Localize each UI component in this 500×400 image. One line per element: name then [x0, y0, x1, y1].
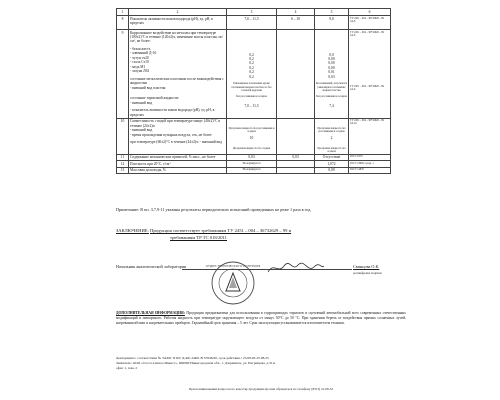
additional-info-title: ДОПОЛНИТЕЛЬНАЯ ИНФОРМАЦИЯ: — [116, 311, 185, 315]
limit-value: 0,2 — [249, 61, 254, 66]
row-number: 10 — [117, 118, 129, 154]
fluid-ph-result: 7,4 — [329, 103, 334, 108]
result-block — [315, 30, 349, 119]
method-ref: ТУ 2451 – 004 – 36732629 – 99 п.4.8 — [350, 16, 384, 23]
applicant-line-continued: офис 1, пом. 2 — [116, 365, 138, 370]
fluid-visual-requirement: Без расслаивания и осадков — [236, 94, 267, 98]
header-cell: 2 — [129, 9, 227, 16]
signature-block — [116, 260, 406, 308]
measured-value: 0,01 — [328, 70, 335, 75]
signer-name: Свинцова О.К. — [353, 264, 380, 269]
plate-state-label: состояние металлических пластинок после взаимодействия с жидкостью — [130, 76, 224, 86]
table-header-row — [117, 9, 391, 16]
indicator-name: Коррозионное воздействие на металлы при температуре (100±2)°С в течение (120±2)ч, изменение массы пластин, мг/см², не более: — [130, 30, 224, 44]
indicator-name: Совместимость с водой при температуре минус (40±2)°С в течение (24±2)ч: — [130, 119, 221, 128]
water-visual-requirement: Прозрачная жидкость без расслаивания и осадков — [228, 127, 275, 134]
hot-visual-label: при температуре (60±2)°С в течение (24±2)ч: - внешний вид — [130, 140, 222, 145]
table-row — [117, 30, 391, 119]
method-ref: ГОСТ 14870 — [350, 168, 364, 172]
requirement-cell: 0,03 — [227, 154, 277, 160]
measured-value: 0,0 — [329, 52, 334, 57]
header-cell: 3 — [227, 9, 277, 16]
requirement-block — [227, 118, 277, 154]
limit-value: 0,2 — [249, 65, 254, 70]
requirement-value: Не нормируется — [242, 168, 261, 172]
measured-value: 0,03 — [328, 74, 335, 79]
result-cell: 0,09 — [315, 167, 349, 173]
fluid-visual-result: Без расслаивания и осадков — [316, 94, 347, 98]
method-ref: ГОСТ 6370 — [350, 155, 363, 159]
measured-list — [316, 53, 347, 80]
conclusion-text: Продукция соответствует требованиям ТУ 2451 – 004 – 36732629 – 99 и — [150, 228, 292, 233]
plate-visual-result: Без изменений, допускается равномерное потемнение медных пластин — [316, 82, 347, 92]
water-visual-result: Прозрачная жидкость без расслаивания и осадков — [317, 127, 346, 134]
method-ref: ТУ 2451 – 004 – 36732629 – 99 п.4.9 — [350, 84, 384, 91]
method-cell — [349, 167, 391, 173]
indicator-name-block — [129, 30, 227, 119]
hot-visual-result: Прозрачная жидкость без осадков — [317, 146, 346, 154]
bubble-time-result: 2 — [330, 136, 333, 141]
signer-name-hint: расшифровка подписи — [353, 271, 382, 275]
metal-label: - сталь Ст10 — [130, 60, 149, 65]
stamp-text: ОТДЕЛ ТЕХНИЧЕСКОГО КОНТРОЛЯ — [205, 264, 261, 268]
row-number: 8 — [117, 16, 129, 30]
method-cell — [349, 118, 391, 154]
indicator-name: Плотность при 20°С, г/см³ — [129, 161, 227, 167]
requirement-cell — [227, 167, 277, 173]
signer-role: Начальник аналитической лаборатории — [116, 264, 187, 269]
method-ref: ГОСТ 18995.1 разд. 1 — [350, 161, 374, 165]
table-row — [117, 16, 391, 30]
header-cell: 5 — [315, 9, 349, 16]
indicator-name: Содержание механических примесей, % масс., не более — [129, 154, 227, 160]
method-ref: ТУ 2451 – 004 – 36732629 – 99 п.4.10 — [350, 119, 384, 126]
header-cell: 4 — [277, 9, 315, 16]
measured-value: 0,00 — [328, 56, 335, 61]
additional-info — [116, 311, 406, 326]
plate-visual-label: - внешний вид пластин — [130, 85, 166, 90]
table-row — [117, 118, 391, 154]
requirement-block — [227, 30, 277, 119]
limits-list — [228, 53, 275, 80]
norm-cell — [277, 30, 315, 119]
handwritten-signature — [266, 260, 326, 276]
measured-value: 0,00 — [328, 65, 335, 70]
row-number: 9 — [117, 30, 129, 119]
metal-label: - медь М1 — [130, 64, 146, 69]
table-row — [117, 167, 391, 173]
norm-cell — [277, 118, 315, 154]
method-ref: ТУ 2451 – 004 – 36732629 – 99 п.4.9 — [350, 30, 384, 37]
indicator-name-block — [129, 118, 227, 154]
norm-cell: 6 – 10 — [277, 16, 315, 30]
conclusion-label: ЗАКЛЮЧЕНИЕ: — [116, 228, 149, 233]
fluid-ph-requirement: 7,0 – 11,5 — [244, 103, 259, 108]
fluid-visual-label: - внешний вид — [130, 100, 153, 105]
metal-label: - белая жесть — [130, 46, 151, 51]
metal-label: - латунь Л63 — [130, 69, 150, 74]
limit-value: 0,2 — [249, 52, 254, 57]
row-number: 13 — [117, 167, 129, 173]
result-cell: Отсутствие — [315, 154, 349, 160]
indicator-name: Показатель активности ионов водорода (pH), ед. pH, в пределах — [129, 16, 227, 30]
measured-value: 0,00 — [328, 61, 335, 66]
test-results-table — [116, 8, 391, 174]
otk-stamp-icon — [205, 260, 261, 306]
plate-visual-requirement: Равномерные потемнения, кроме потемнения медных пластин, но без точечной коррозии — [231, 82, 272, 92]
requirement-value: Не нормируется — [242, 161, 261, 165]
table-footnote: Примечание: В пп. 3,7,9-11 указаны результаты периодических испытаний проведенных не реже 1 раза в год. — [116, 207, 312, 212]
conclusion-block — [116, 228, 396, 242]
indicator-name: Массовая доля воды, % — [129, 167, 227, 173]
conclusion-text-continued: требованиям ТР ТС 018/2011 — [170, 234, 227, 240]
bubble-time-requirement: 10 — [249, 136, 254, 141]
result-cell: 1,072 — [315, 161, 349, 167]
method-block — [349, 30, 391, 119]
hot-visual-requirement: Прозрачная жидкость без осадков — [232, 146, 271, 150]
header-cell: 6 — [349, 9, 391, 16]
applicant-line: Заявитель: ООО «Тосол-Синтез-Инвест», 606000 Нижегородская обл., г. Дзержинск, ул. Петрищева, д.31А — [116, 360, 276, 365]
metal-label: - чугун сч20 — [130, 55, 149, 60]
norm-cell — [277, 167, 315, 173]
norm-cell: 0,03 — [277, 154, 315, 160]
fluid-ph-label: - показатель активности ионов водорода (pH), ед. pH, в пределах — [130, 108, 215, 117]
row-number: 12 — [117, 161, 129, 167]
metal-label: - алюминий Д-16 — [130, 51, 157, 56]
result-block — [315, 118, 349, 154]
row-number: 11 — [117, 154, 129, 160]
metals-list — [130, 47, 225, 74]
contact-note: При возникновении вопросов по качеству продукции просим обращаться по телефону (8313) 21-08-52 — [188, 387, 334, 391]
declaration-info — [116, 356, 406, 371]
method-cell — [349, 16, 391, 30]
declaration-line: Декларация о соответствии № ТАМС N RU Д-RU.АЯ01.В.57846/20, срок действия с 25.08.20-25.08.25 — [116, 356, 269, 360]
limit-value: 0,2 — [249, 70, 254, 75]
bubble-time-label: - время прохождения пузырька воздуха, сек, не более — [130, 132, 212, 137]
requirement-cell: 7,0 – 11,5 — [227, 16, 277, 30]
additional-info-text: Продукция предназначена для использования в гидроприводах тормозов и сцеплений автомобильной всех современных отечественных модификаций и импортного. Рабочая жидкость при температуре окружающего воздуха от минус 50°С до 50 °С. При хранении беречь от воздействия прямых солнечных лучей, нагревания вблизи и нагревательных приборов. Гарантийный срок хранения – 5 лет. Срок эксплуатации устанавливается изготовителем техники. — [116, 311, 407, 325]
limit-value: 0,2 — [249, 56, 254, 61]
header-cell: 1 — [117, 9, 129, 16]
fluid-state-label: состояние тормозной жидкости: — [130, 96, 180, 101]
limit-value: 0,2 — [249, 74, 254, 79]
water-visual-label: - внешний вид — [130, 128, 153, 133]
result-cell: 9,0 — [315, 16, 349, 30]
